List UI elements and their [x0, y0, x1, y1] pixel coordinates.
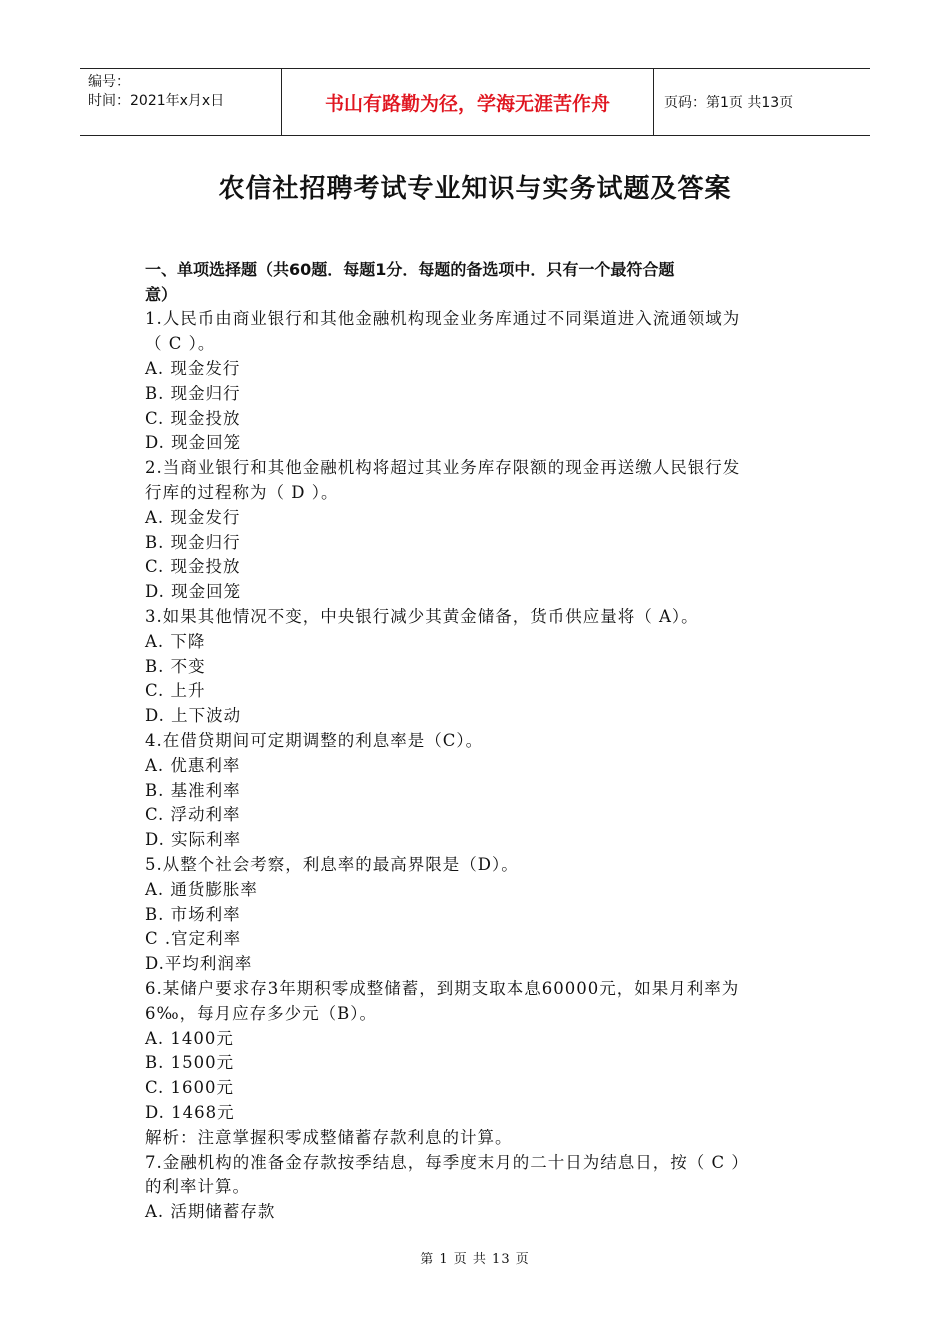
option-line: C. 浮动利率 [145, 805, 241, 825]
question-line: 4.在借贷期间可定期调整的利息率是（C）。 [145, 730, 484, 750]
document-number-label: 编号： [88, 74, 130, 90]
page-footer: 第 1 页 共 13 页 [420, 1252, 530, 1267]
document-body [145, 258, 805, 1225]
option-line: A. 活期储蓄存款 [145, 1202, 276, 1222]
option-line: B. 不变 [145, 656, 206, 676]
option-line: D. 上下波动 [145, 706, 242, 726]
option-line: B. 基准利率 [145, 780, 241, 800]
question-line: 行库的过程称为（ D ）。 [145, 482, 339, 502]
option-line: B. 现金归行 [145, 383, 241, 403]
option-line: D. 1468元 [145, 1102, 235, 1122]
option-line: A. 下降 [145, 631, 206, 651]
question-line: 5.从整个社会考察，利息率的最高界限是（D）。 [145, 854, 519, 874]
explanation-line: 解析：注意掌握积零成整储蓄存款利息的计算。 [145, 1127, 513, 1147]
question-line: （ C ）。 [145, 334, 216, 354]
option-line: C. 上升 [145, 681, 206, 701]
question-line: 的利率计算。 [145, 1177, 250, 1197]
option-line: A. 现金发行 [145, 359, 241, 378]
question-line: 3.如果其他情况不变，中央银行减少其黄金储备，货币供应量将（ A）。 [145, 606, 699, 626]
option-line: A. 通货膨胀率 [145, 879, 258, 899]
option-line: B. 市场利率 [145, 904, 241, 924]
option-line: D. 实际利率 [145, 830, 242, 850]
option-line: D. 现金回笼 [145, 582, 242, 602]
option-line: A. 现金发行 [145, 507, 241, 527]
section-heading-line: 意） [145, 284, 178, 304]
option-line: C. 1600元 [145, 1078, 235, 1098]
question-line: 1.人民币由商业银行和其他金融机构现金业务库通过不同渠道进入流通领域为 [145, 309, 741, 329]
option-line: C. 现金投放 [145, 408, 241, 428]
question-line: 2.当商业银行和其他金融机构将超过其业务库存限额的现金再送缴人民银行发 [145, 458, 741, 478]
header-page-info: 页码：第1页 共13页 [664, 95, 794, 111]
option-line: D.平均利润率 [145, 954, 253, 974]
option-line: B. 现金归行 [145, 532, 241, 552]
option-line: B. 1500元 [145, 1053, 235, 1073]
document-title: 农信社招聘考试专业知识与实务试题及答案 [218, 174, 732, 204]
option-line: C .官定利率 [145, 929, 242, 949]
header-table [80, 68, 870, 136]
document-time-label: 时间：2021年x月x日 [88, 93, 225, 109]
section-heading-line: 一、单项选择题（共60题．每题1分．每题的备选项中．只有一个最符合题 [145, 260, 675, 279]
option-line: A. 优惠利率 [145, 755, 241, 775]
question-line: 6‰，每月应存多少元（B）。 [145, 1003, 378, 1023]
question-line: 6.某储户要求存3年期积零成整储蓄，到期支取本息60000元，如果月利率为 [145, 978, 740, 998]
header-motto: 书山有路勤为径，学海无涯苦作舟 [282, 69, 654, 135]
option-line: D. 现金回笼 [145, 433, 242, 453]
question-line: 7.金融机构的准备金存款按季结息，每季度末月的二十日为结息日，按（ C ） [145, 1152, 749, 1172]
option-line: C. 现金投放 [145, 557, 241, 577]
header-meta-cell [80, 69, 282, 135]
option-line: A. 1400元 [145, 1028, 234, 1048]
